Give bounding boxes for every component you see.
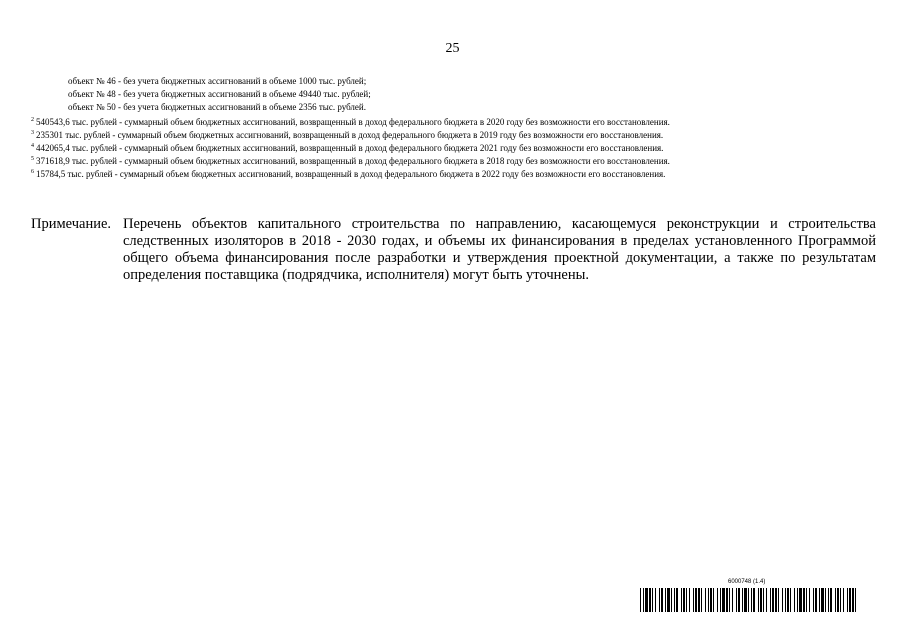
barcode-icon [640, 588, 856, 612]
footnote-text: 371618,9 тыс. рублей - суммарный объем бюджетных ассигнований, возвращенный в доход федерального бюджета в 2018 году без возможности его восстановления. [36, 156, 670, 166]
footnote-text: 235301 тыс. рублей - суммарный объем бюджетных ассигнований, возвращенный в доход федерального бюджета в 2019 году без возможности его восстановления. [36, 130, 664, 140]
footnote-text: 540543,6 тыс. рублей - суммарный объем бюджетных ассигнований, возвращенный в доход федерального бюджета в 2020 году без возможности его восстановления. [36, 117, 670, 127]
document-barcode [640, 578, 856, 614]
footnote-line [31, 153, 670, 166]
footnote-marker: 2 [31, 117, 34, 123]
footnote-line [31, 140, 670, 153]
note-text: Перечень объектов капитального строительства по направлению, касающемуся реконструкции и строительства следственных изоляторов в 2018 - 2030 годах, и объемы их финансирования в пределах установленного Программой общего объема финансирования после разработки и утверждения проектной документации, а также по результатам определения поставщика (подрядчика, исполнителя) могут быть уточнены. [123, 216, 876, 283]
footnote-line [31, 166, 670, 179]
note-block [31, 216, 876, 284]
footnote-objects-list [68, 75, 371, 114]
footnote-text: 15784,5 тыс. рублей - суммарный объем бюджетных ассигнований, возвращенный в доход федерального бюджета в 2022 году без возможности его восстановления. [36, 169, 666, 179]
footnote-object-line: объект № 46 - без учета бюджетных ассигнований в объеме 1000 тыс. рублей; [68, 76, 367, 86]
footnote-marker: 5 [31, 156, 34, 162]
footnote-marker: 6 [31, 169, 34, 175]
footnote-object-line: объект № 50 - без учета бюджетных ассигнований в объеме 2356 тыс. рублей. [68, 102, 366, 112]
footnote-text: 442065,4 тыс. рублей - суммарный объем бюджетных ассигнований, возвращенный в доход федерального бюджета 2021 году без возможности его восстановления. [36, 143, 664, 153]
barcode-caption: 6000748 (1.4) [728, 579, 766, 585]
footnote-marker: 3 [31, 130, 34, 136]
numbered-footnotes [31, 114, 670, 179]
page-number: 25 [445, 41, 460, 56]
footnote-line [31, 127, 670, 140]
note-label: Примечание. [31, 216, 112, 232]
footnote-marker: 4 [31, 143, 34, 149]
footnote-object-line: объект № 48 - без учета бюджетных ассигнований в объеме 49440 тыс. рублей; [68, 89, 371, 99]
footnote-line [31, 114, 670, 127]
